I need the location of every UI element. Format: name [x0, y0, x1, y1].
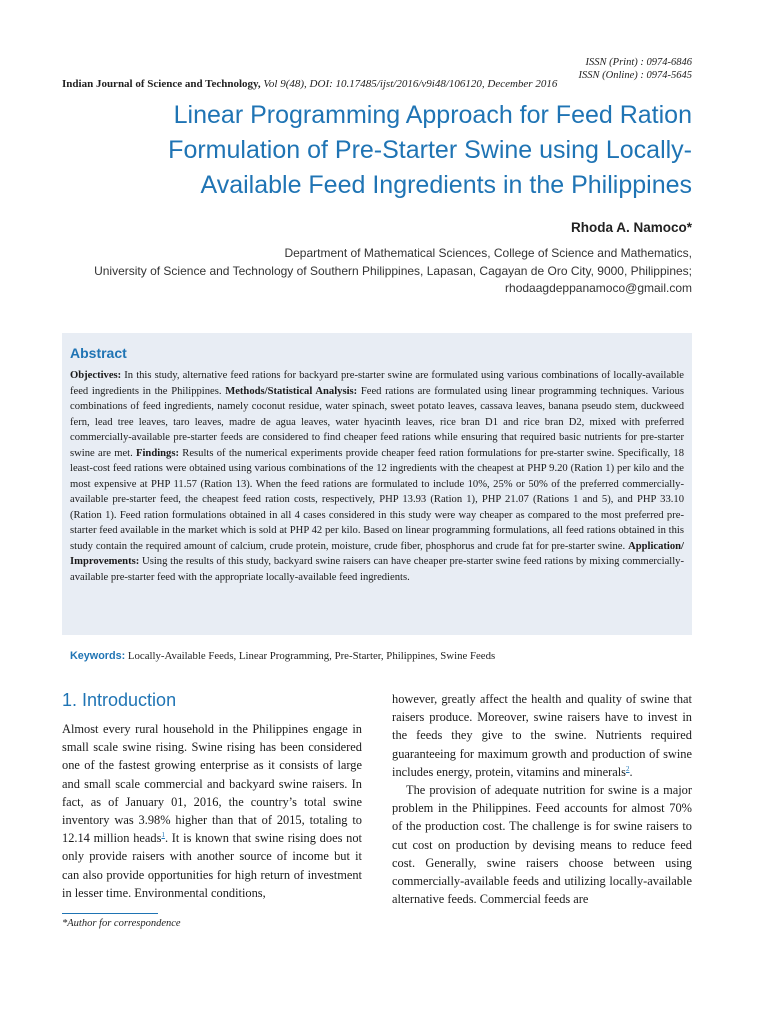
- intro-p1-text-b: . It is known that swine rising does not only provide raisers with another source of income but it can also provide opportunities for high return of investment in lesser time. Environmental conditions,: [62, 831, 362, 900]
- journal-citation: [62, 78, 557, 90]
- abstract-box: [62, 333, 692, 635]
- issn-online: ISSN (Online) : 0974-5645: [578, 70, 692, 81]
- journal-details: Vol 9(48), DOI: 10.17485/ijst/2016/v9i48/106120, December 2016: [263, 78, 558, 90]
- intro-p1-cont-text: however, greatly affect the health and quality of swine that raisers produce. Moreover, swine raisers have to invest in the feeds they give to the swine. Nutrients required guaranteeing for maximum growth and production of swine includes energy, protein, vitamins and minerals: [392, 692, 692, 779]
- title-line-2: Formulation of Pre-Starter Swine using Locally-: [168, 136, 692, 164]
- title-line-3: Available Feed Ingredients in the Philippines: [200, 171, 692, 199]
- reference-link-2[interactable]: 2: [626, 764, 630, 773]
- application-label: Application/ Improvements:: [70, 540, 684, 567]
- paper-title: [62, 98, 692, 203]
- keywords-label: Keywords:: [70, 650, 126, 662]
- intro-paragraph-1-cont: [392, 690, 692, 781]
- keywords: [70, 650, 495, 662]
- author-affiliation: [52, 245, 692, 298]
- right-column: [392, 690, 692, 908]
- objectives-label: Objectives:: [70, 370, 122, 381]
- introduction-heading: 1. Introduction: [62, 690, 177, 710]
- affiliation-line-1: Department of Mathematical Sciences, College of Science and Mathematics,: [284, 246, 692, 260]
- left-column: [62, 690, 362, 902]
- keywords-text: Locally-Available Feeds, Linear Programming, Pre-Starter, Philippines, Swine Feeds: [125, 650, 496, 662]
- abstract-body: [70, 368, 684, 585]
- methods-label: Methods/Statistical Analysis:: [225, 385, 358, 397]
- intro-p1-cont-end: .: [629, 764, 633, 779]
- issn-print: ISSN (Print) : 0974-6846: [585, 57, 692, 68]
- reference-link-1[interactable]: 1: [161, 831, 165, 840]
- abstract-heading: Abstract: [70, 345, 127, 361]
- findings-text: Results of the numerical experiments provide cheaper feed ration formulations for pre-starter swine. Specifically, 18 least-cost feed rations were obtained using various combinations of the 12 ingredients with the cheapest at PHP 9.20 (Ration 1) per kilo and the most expensive at PHP 11.57 (Ration 13). When the feed rations are formulated to include 10%, 25% or 50% of the preferred commercially-available pre-starter feed, the cheapest feed ration costs, respectively, PHP 13.93 (Ration 1), PHP 21.07 (Rations 1 and 5), and PHP 33.10 (Ration 1). Feed ration formulations obtained in all 4 cases considered in this study were way cheaper as compared to the most preferred pre-starter feed available in the market which is sold at PHP 42 per kilo. Based on linear programming formulations, all feed rations obtained in this study contain the required amount of calcium, crude protein, moisture, crude fiber, phosphorus and crude fat for pre-starter swine.: [70, 447, 684, 552]
- intro-paragraph-1: [62, 720, 362, 902]
- issn-block: [579, 56, 692, 82]
- application-text: Using the results of this study, backyard swine raisers can have cheaper pre-starter swine feed rations by mixing commercially-available pre-starter feed with the appropriate locally-available feed ingredients.: [70, 556, 684, 583]
- intro-paragraph-2: The provision of adequate nutrition for swine is a major problem in the Philippines. Feed accounts for almost 70% of the production cost. The challenge is for swine raisers to cut cost on production by devising means to reduce feed cost. Generally, swine raisers choose between using commercially-available feeds and utilizing locally-available alternative feeds. Commercial feeds are: [392, 783, 692, 907]
- intro-p1-text-a: Almost every rural household in the Philippines engage in small scale swine rising. Swine rising has been considered one of the fastest growing enterprise as it consists of large and small scale commercial and backyard swine raisers. In fact, as of January 01, 2016, the country’s total swine inventory was 3.98% higher than that of 2015, totaling to 12.14 million heads: [62, 722, 362, 846]
- objectives-text: In this study, alternative feed rations for backyard pre-starter swine are formulated using various combinations of locally-available feed ingredients in the Philippines.: [70, 370, 684, 397]
- title-line-1: Linear Programming Approach for Feed Ration: [173, 101, 692, 129]
- methods-text: Feed rations are formulated using linear programming techniques. Various combinations of feed ingredients, namely coconut residue, water spinach, sweet potato leaves, cassava leaves, banana pseudo stem, duckweed fern, lead tree leaves, taro leaves, madre de agua leaves, water hyacinth leaves, rice bran D1 and rice bran D2, mixed with preferred commercially-available pre-starter feeds are considered to find cheaper feed rations while ensuring that required basic nutrients for pre-starter swine are met.: [70, 385, 684, 459]
- footnote: *Author for correspondence: [62, 918, 181, 929]
- findings-label: Findings:: [136, 447, 179, 459]
- journal-name: Indian Journal of Science and Technology,: [62, 78, 261, 90]
- author-email: rhodaagdeppanamoco@gmail.com: [505, 281, 692, 295]
- affiliation-line-2: University of Science and Technology of Southern Philippines, Lapasan, Cagayan de Oro City, 9000, Philippines;: [94, 263, 692, 278]
- author-name: Rhoda A. Namoco*: [570, 220, 692, 235]
- footnote-divider: [62, 913, 158, 914]
